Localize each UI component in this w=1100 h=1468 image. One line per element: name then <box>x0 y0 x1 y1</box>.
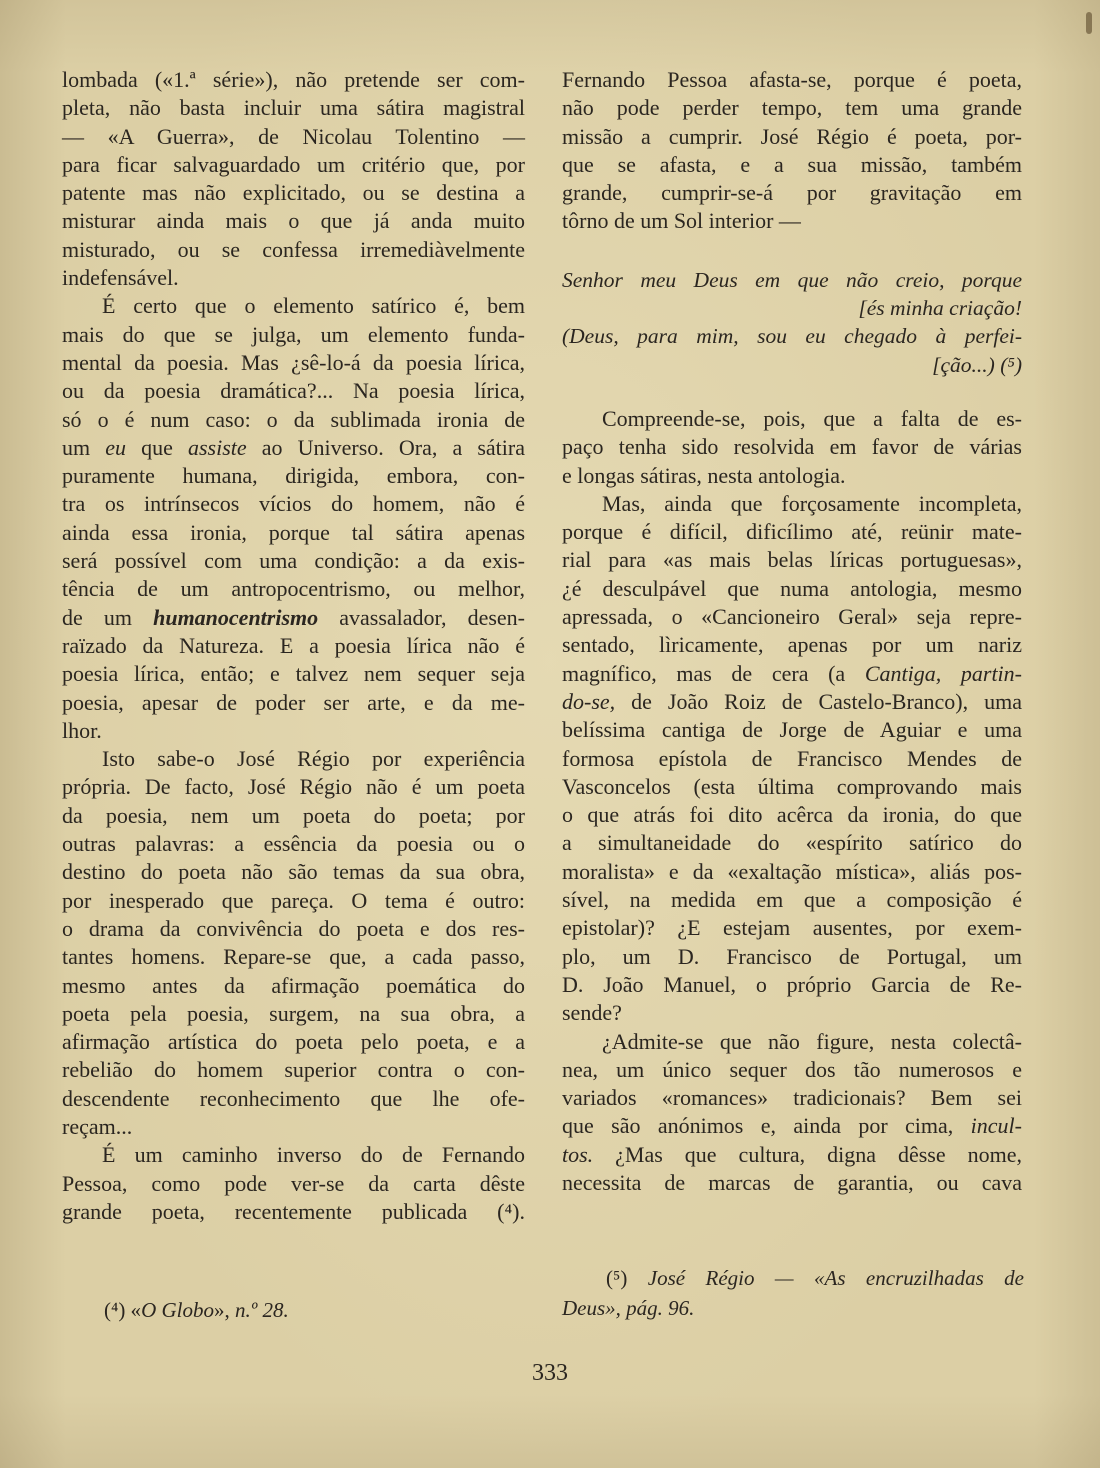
left-column-line: Pessoa, como pode ver-se da carta dêste <box>62 1170 525 1196</box>
right-column-top-line: grande, cumprir-se-á por gravitação em <box>562 180 1022 206</box>
right-column-top-line: tôrno de um Sol interior — <box>562 208 801 234</box>
right-column-line: Mas, ainda que forçosamente incompleta, <box>602 490 1022 516</box>
left-column-line: tra os intrínsecos vícios do homem, não é <box>62 491 525 517</box>
right-column-line: rial para «as mais belas líricas portuguesas», <box>562 547 1022 573</box>
right-column-line: tos. ¿Mas que cultura, digna dêsse nome, <box>562 1141 1022 1167</box>
right-column-line: sende? <box>562 1000 622 1026</box>
right-column-top-line: missão a cumprir. José Régio é poeta, por- <box>562 123 1022 149</box>
left-column-line: mental da poesia. Mas ¿sê-lo-á da poesia lírica, <box>62 349 525 375</box>
left-column-line: destino do poeta não são temas da sua obra, <box>62 859 525 885</box>
left-column-line: grande poeta, recentemente publicada (⁴). <box>62 1198 525 1224</box>
left-column-line: reçam... <box>62 1113 133 1139</box>
verse-line: [és minha criação! <box>858 296 1022 321</box>
left-column-line: raïzado da Natureza. E a poesia lírica não é <box>62 632 525 658</box>
left-column-line: tantes homens. Repare-se que, a cada passo, <box>62 944 525 970</box>
left-column-line: tência de um antropocentrismo, ou melhor, <box>62 576 525 602</box>
verse-line: [ção...) (⁵) <box>932 352 1022 377</box>
left-column-line: rebelião do homem superior contra o con- <box>62 1057 525 1083</box>
left-column-line: será possível com uma condição: a da exis- <box>62 548 525 574</box>
verse-quotation <box>562 266 1022 379</box>
right-column-line: variados «romances» tradicionais? Bem sei <box>562 1085 1022 1111</box>
left-column-line: ainda essa ironia, porque tal sátira apenas <box>62 519 525 545</box>
right-column-body <box>562 405 1022 1197</box>
right-column-line: e longas sátiras, nesta antologia. <box>562 462 846 488</box>
left-column-line: indefensável. <box>62 265 179 291</box>
left-column-line: o drama da convivência do poeta e dos res- <box>62 915 525 941</box>
right-column-line: do-se, de João Roiz de Castelo-Branco), uma <box>562 688 1022 714</box>
left-column-line: por inesperado que pareça. O tema é outro: <box>62 887 525 913</box>
right-column-top-line: Fernando Pessoa afasta-se, porque é poeta, <box>562 67 1022 92</box>
left-column-line: um eu que assiste ao Universo. Ora, a sátira <box>62 434 525 460</box>
footnote-5-line-2: Deus», pág. 96. <box>562 1296 695 1320</box>
left-column-line: misturar ainda mais o que já anda muito <box>62 208 525 234</box>
right-column-line: magnífico, mas de cera (a Cantiga, partin- <box>562 660 1023 686</box>
right-column-top-line: que se afasta, e a sua missão, também <box>562 151 1022 177</box>
left-column-line: Isto sabe-o José Régio por experiência <box>102 746 525 772</box>
footnote-4: (⁴) «O Globo», n.º 28. <box>104 1298 289 1322</box>
right-column-line: paço tenha sido resolvida em favor de várias <box>562 434 1022 460</box>
left-column-line: da poesia, nem um poeta do poeta; por <box>62 802 525 828</box>
left-column-line: poeta pela poesia, surgem, na sua obra, a <box>62 1000 525 1026</box>
right-column-line: necessita de marcas de garantia, ou cava <box>562 1169 1022 1195</box>
left-column-line: própria. De facto, José Régio não é um poeta <box>62 774 525 800</box>
right-column-line: D. João Manuel, o próprio Garcia de Re- <box>562 971 1022 997</box>
right-column-line: que são anónimos e, ainda por cima, incul- <box>562 1113 1022 1139</box>
left-column-line: — «A Guerra», de Nicolau Tolentino — <box>62 123 525 149</box>
verse-line: (Deus, para mim, sou eu chegado à perfei- <box>562 324 1022 349</box>
page-number: 333 <box>532 1360 568 1386</box>
left-column-line: patente mas não explicitado, ou se destina a <box>62 180 525 206</box>
right-column-line: epistolar)? ¿E estejam ausentes, por exem- <box>562 915 1022 941</box>
right-column-line: formosa epístola de Francisco Mendes de <box>562 745 1022 771</box>
right-column-line: sível, na medida em que a composição é <box>562 887 1022 913</box>
right-column-line: ¿Admite-se que não figure, nesta colectâ- <box>602 1028 1022 1054</box>
left-column-line: poesia lírica, então; e talvez nem sequer seja <box>62 661 525 687</box>
left-column-line: lombada («1.ª série»), não pretende ser com- <box>62 67 525 92</box>
right-column-line: moralista» e da «exaltação mística», aliás pos- <box>562 858 1022 884</box>
right-column <box>562 66 1022 1197</box>
right-column-line: plo, um D. Francisco de Portugal, um <box>562 943 1022 969</box>
footnote-5 <box>562 1263 1024 1323</box>
right-column-line: sentado, lìricamente, apenas por um nariz <box>562 632 1022 658</box>
right-column-line: nea, um único sequer dos tão numerosos e <box>562 1056 1022 1082</box>
right-column-top-line: não pode perder tempo, tem uma grande <box>562 95 1022 121</box>
right-column-line: o que atrás foi dito acêrca da ironia, do que <box>562 802 1022 828</box>
right-column-line: ¿é desculpável que numa antologia, mesmo <box>562 575 1022 601</box>
left-column-line: outras palavras: a essência da poesia ou o <box>62 831 525 857</box>
left-column-line: pleta, não basta incluir uma sátira magistral <box>62 95 525 121</box>
left-column-line: descendente reconhecimento que lhe ofe- <box>62 1085 525 1111</box>
left-column-line: para ficar salvaguardado um critério que, por <box>62 151 525 177</box>
right-column-top-paragraph <box>562 66 1022 236</box>
right-column-line: a simultaneidade do «espírito satírico do <box>562 830 1022 856</box>
right-column-line: Vasconcelos (esta última comprovando mais <box>562 773 1022 799</box>
left-column-line: mais do que se julga, um elemento funda- <box>62 321 525 347</box>
right-column-line: apressada, o «Cancioneiro Geral» seja repre- <box>562 604 1022 630</box>
left-column-line: ou da poesia dramática?... Na poesia lírica, <box>62 378 525 404</box>
left-column-line: de um humanocentrismo avassalador, desen- <box>62 604 525 630</box>
left-column-line: poesia, apesar de poder ser arte, e da me- <box>62 689 525 715</box>
page-edge-mark <box>1086 12 1092 34</box>
left-column <box>62 66 525 1226</box>
verse-line: Senhor meu Deus em que não creio, porque <box>562 267 1022 292</box>
right-column-line: Compreende-se, pois, que a falta de es- <box>602 405 1022 431</box>
left-column-line: mesmo antes da afirmação poemática do <box>62 972 525 998</box>
right-column-line: porque é difícil, dificílimo até, reünir mate- <box>562 519 1022 545</box>
left-column-line: lhor. <box>62 717 102 743</box>
right-column-line: belíssima cantiga de Jorge de Aguiar e uma <box>562 717 1022 743</box>
footnote-5-line-1: (⁵) José Régio — «As encruzilhadas de <box>606 1266 1025 1290</box>
left-column-line: puramente humana, dirigida, embora, con- <box>62 463 525 489</box>
left-column-line: É um caminho inverso do de Fernando <box>102 1142 525 1168</box>
left-column-line: afirmação artística do poeta pelo poeta, e a <box>62 1029 525 1055</box>
left-column-line: É certo que o elemento satírico é, bem <box>102 293 525 319</box>
left-column-line: misturado, ou se confessa irremediàvelmente <box>62 236 525 262</box>
left-column-line: só o é num caso: o da sublimada ironia de <box>62 406 525 432</box>
